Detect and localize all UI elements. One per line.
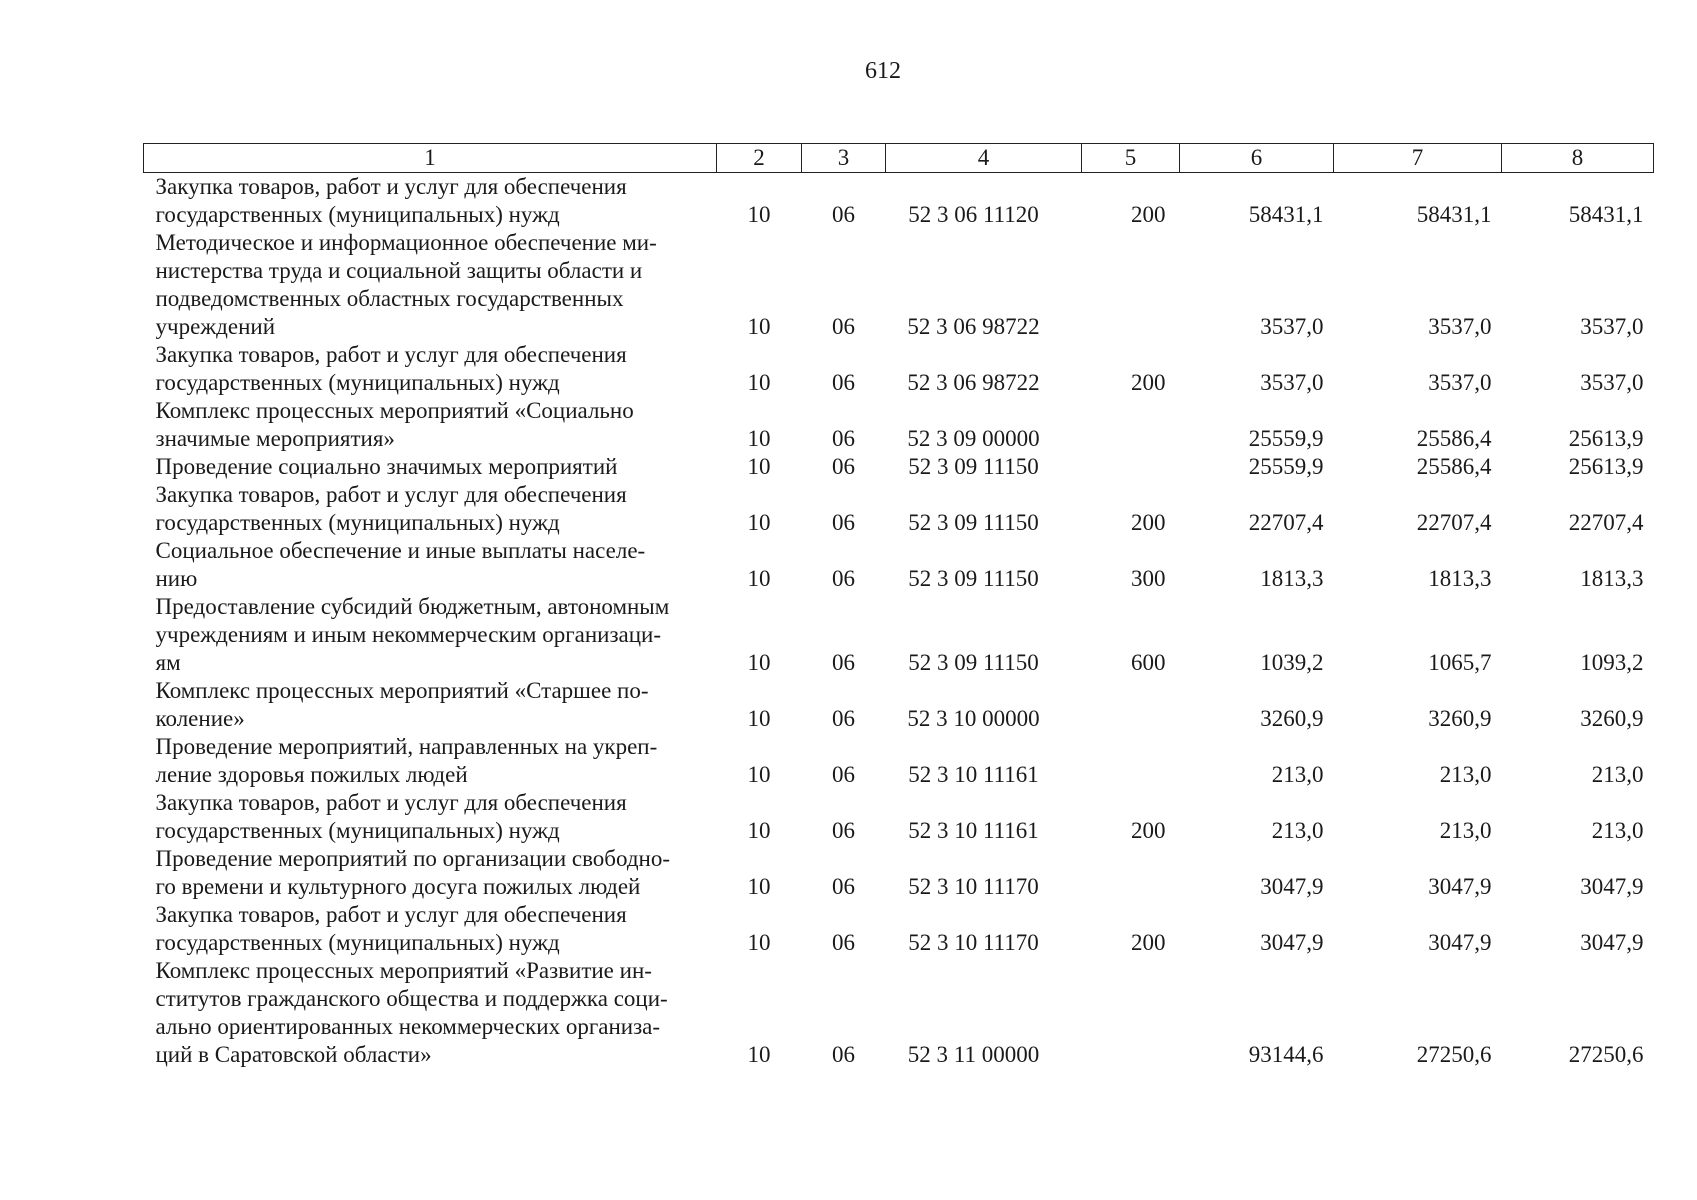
table-row <box>144 481 1654 537</box>
header-cell: 3 <box>802 144 886 173</box>
table-row <box>144 789 1654 845</box>
row-subsection: 06 <box>832 706 855 731</box>
row-amount-col8: 213,0 <box>1591 818 1644 843</box>
row-target-code: 52 3 09 11150 <box>908 510 1039 535</box>
row-expense-type: 200 <box>1131 818 1166 843</box>
row-amount-col6: 93144,6 <box>1248 1042 1324 1067</box>
table-body <box>144 173 1654 1070</box>
row-amount-col7: 1813,3 <box>1428 566 1492 591</box>
row-target-code: 52 3 09 11150 <box>908 650 1039 675</box>
row-subsection: 06 <box>832 566 855 591</box>
row-name: Проведение мероприятий, направленных на укреп- ление здоровья пожилых людей <box>155 734 658 787</box>
table-header <box>144 144 1654 173</box>
row-name: Закупка товаров, работ и услуг для обеспечения государственных (муниципальных) нужд <box>155 342 627 395</box>
row-amount-col8: 3047,9 <box>1580 930 1644 955</box>
row-name: Комплекс процессных мероприятий «Социально значимые мероприятия» <box>155 398 634 451</box>
row-subsection: 06 <box>832 202 855 227</box>
row-amount-col6: 3047,9 <box>1260 874 1324 899</box>
row-name: Закупка товаров, работ и услуг для обеспечения государственных (муниципальных) нужд <box>155 790 627 843</box>
row-amount-col6: 1813,3 <box>1260 566 1324 591</box>
row-amount-col6: 58431,1 <box>1248 202 1324 227</box>
row-amount-col6: 3260,9 <box>1260 706 1324 731</box>
row-target-code: 52 3 09 11150 <box>908 454 1039 479</box>
row-amount-col8: 58431,1 <box>1568 202 1644 227</box>
row-target-code: 52 3 09 00000 <box>907 426 1040 451</box>
row-amount-col8: 3537,0 <box>1580 370 1644 395</box>
row-section: 10 <box>747 706 771 731</box>
row-expense-type <box>1082 397 1180 453</box>
row-amount-col7: 25586,4 <box>1416 426 1492 451</box>
row-amount-col6: 213,0 <box>1271 818 1324 843</box>
row-subsection: 06 <box>832 314 855 339</box>
row-amount-col6: 3537,0 <box>1260 370 1324 395</box>
row-amount-col6: 22707,4 <box>1248 510 1324 535</box>
row-expense-type <box>1082 453 1180 481</box>
row-amount-col7: 25586,4 <box>1416 454 1492 479</box>
row-amount-col8: 27250,6 <box>1568 1042 1644 1067</box>
row-expense-type <box>1082 677 1180 733</box>
row-subsection: 06 <box>832 510 855 535</box>
header-cell: 7 <box>1334 144 1502 173</box>
row-expense-type <box>1082 229 1180 341</box>
row-name: Закупка товаров, работ и услуг для обеспечения государственных (муниципальных) нужд <box>155 482 627 535</box>
row-amount-col6: 1039,2 <box>1260 650 1324 675</box>
table-row <box>144 537 1654 593</box>
header-cell: 8 <box>1502 144 1654 173</box>
row-name: Методическое и информационное обеспечение ми- нистерства труда и социальной защиты области и подведомственных областных государственных учреждений <box>155 230 657 339</box>
row-subsection: 06 <box>832 930 855 955</box>
table-row <box>144 397 1654 453</box>
table-row <box>144 453 1654 481</box>
row-name: Предоставление субсидий бюджетным, автономным учреждениям и иным некоммерческим организаци- ям <box>155 594 670 675</box>
page-number: 612 <box>865 58 901 84</box>
table-row <box>144 229 1654 341</box>
row-name: Закупка товаров, работ и услуг для обеспечения государственных (муниципальных) нужд <box>155 174 627 227</box>
row-amount-col8: 3260,9 <box>1580 706 1644 731</box>
table-row <box>144 733 1654 789</box>
row-section: 10 <box>747 1042 771 1067</box>
row-target-code: 52 3 06 98722 <box>907 370 1040 395</box>
row-target-code: 52 3 11 00000 <box>907 1042 1040 1067</box>
header-cell: 5 <box>1082 144 1180 173</box>
row-expense-type: 300 <box>1131 566 1166 591</box>
row-name: Проведение социально значимых мероприятий <box>155 454 618 479</box>
row-name: Закупка товаров, работ и услуг для обеспечения государственных (муниципальных) нужд <box>155 902 627 955</box>
row-target-code: 52 3 06 98722 <box>907 314 1040 339</box>
row-expense-type: 200 <box>1131 202 1166 227</box>
row-amount-col7: 58431,1 <box>1416 202 1492 227</box>
row-amount-col8: 213,0 <box>1591 762 1644 787</box>
row-amount-col8: 25613,9 <box>1568 454 1644 479</box>
header-cell: 4 <box>886 144 1082 173</box>
row-section: 10 <box>747 202 771 227</box>
row-expense-type: 600 <box>1131 650 1166 675</box>
row-section: 10 <box>747 454 771 479</box>
row-section: 10 <box>747 370 771 395</box>
row-subsection: 06 <box>832 650 855 675</box>
table-row <box>144 341 1654 397</box>
table-row <box>144 593 1654 677</box>
row-section: 10 <box>747 930 771 955</box>
row-target-code: 52 3 06 11120 <box>908 202 1039 227</box>
row-subsection: 06 <box>832 762 855 787</box>
table-row <box>144 677 1654 733</box>
row-amount-col7: 3260,9 <box>1428 706 1492 731</box>
row-amount-col7: 213,0 <box>1439 818 1492 843</box>
header-cell: 2 <box>717 144 802 173</box>
row-amount-col8: 3537,0 <box>1580 314 1644 339</box>
row-expense-type: 200 <box>1131 370 1166 395</box>
row-subsection: 06 <box>832 1042 855 1067</box>
header-cell: 1 <box>144 144 717 173</box>
row-subsection: 06 <box>832 426 855 451</box>
row-amount-col7: 3047,9 <box>1428 930 1492 955</box>
row-target-code: 52 3 10 00000 <box>907 706 1040 731</box>
row-amount-col8: 1093,2 <box>1580 650 1644 675</box>
row-subsection: 06 <box>832 874 855 899</box>
row-target-code: 52 3 10 11170 <box>908 874 1039 899</box>
row-section: 10 <box>747 650 771 675</box>
row-name: Комплекс процессных мероприятий «Развитие ин- ститутов гражданского общества и поддержка соци- ально ориентированных некоммерческих организа- ций в Саратовской области» <box>155 958 668 1067</box>
row-section: 10 <box>747 510 771 535</box>
row-amount-col7: 22707,4 <box>1416 510 1492 535</box>
row-amount-col6: 3537,0 <box>1260 314 1324 339</box>
row-amount-col8: 25613,9 <box>1568 426 1644 451</box>
row-section: 10 <box>747 874 771 899</box>
table-row <box>144 957 1654 1069</box>
row-amount-col7: 213,0 <box>1439 762 1492 787</box>
row-expense-type <box>1082 957 1180 1069</box>
row-subsection: 06 <box>832 370 855 395</box>
row-amount-col7: 27250,6 <box>1416 1042 1492 1067</box>
row-expense-type <box>1082 845 1180 901</box>
budget-table <box>143 143 1654 1069</box>
row-section: 10 <box>747 566 771 591</box>
row-subsection: 06 <box>832 818 855 843</box>
row-amount-col8: 22707,4 <box>1568 510 1644 535</box>
row-amount-col7: 3537,0 <box>1428 370 1492 395</box>
row-amount-col8: 3047,9 <box>1580 874 1644 899</box>
row-target-code: 52 3 10 11161 <box>908 762 1039 787</box>
row-name: Комплекс процессных мероприятий «Старшее по- коление» <box>155 678 649 731</box>
row-amount-col7: 3537,0 <box>1428 314 1492 339</box>
row-expense-type: 200 <box>1131 510 1166 535</box>
header-cell: 6 <box>1180 144 1334 173</box>
row-expense-type <box>1082 733 1180 789</box>
row-subsection: 06 <box>832 454 855 479</box>
row-amount-col6: 25559,9 <box>1248 426 1324 451</box>
row-amount-col7: 1065,7 <box>1428 650 1492 675</box>
row-section: 10 <box>747 314 771 339</box>
row-name: Проведение мероприятий по организации свободно- го времени и культурного досуга пожилых людей <box>155 846 671 899</box>
row-amount-col6: 213,0 <box>1271 762 1324 787</box>
row-section: 10 <box>747 818 771 843</box>
row-target-code: 52 3 10 11170 <box>908 930 1039 955</box>
row-amount-col7: 3047,9 <box>1428 874 1492 899</box>
row-section: 10 <box>747 426 771 451</box>
table-row <box>144 173 1654 230</box>
row-section: 10 <box>747 762 771 787</box>
row-amount-col6: 25559,9 <box>1248 454 1324 479</box>
row-name: Социальное обеспечение и иные выплаты населе- нию <box>155 538 646 591</box>
row-expense-type: 200 <box>1131 930 1166 955</box>
row-amount-col8: 1813,3 <box>1580 566 1644 591</box>
row-target-code: 52 3 09 11150 <box>908 566 1039 591</box>
row-target-code: 52 3 10 11161 <box>908 818 1039 843</box>
table-row <box>144 901 1654 957</box>
table-row <box>144 845 1654 901</box>
row-amount-col6: 3047,9 <box>1260 930 1324 955</box>
